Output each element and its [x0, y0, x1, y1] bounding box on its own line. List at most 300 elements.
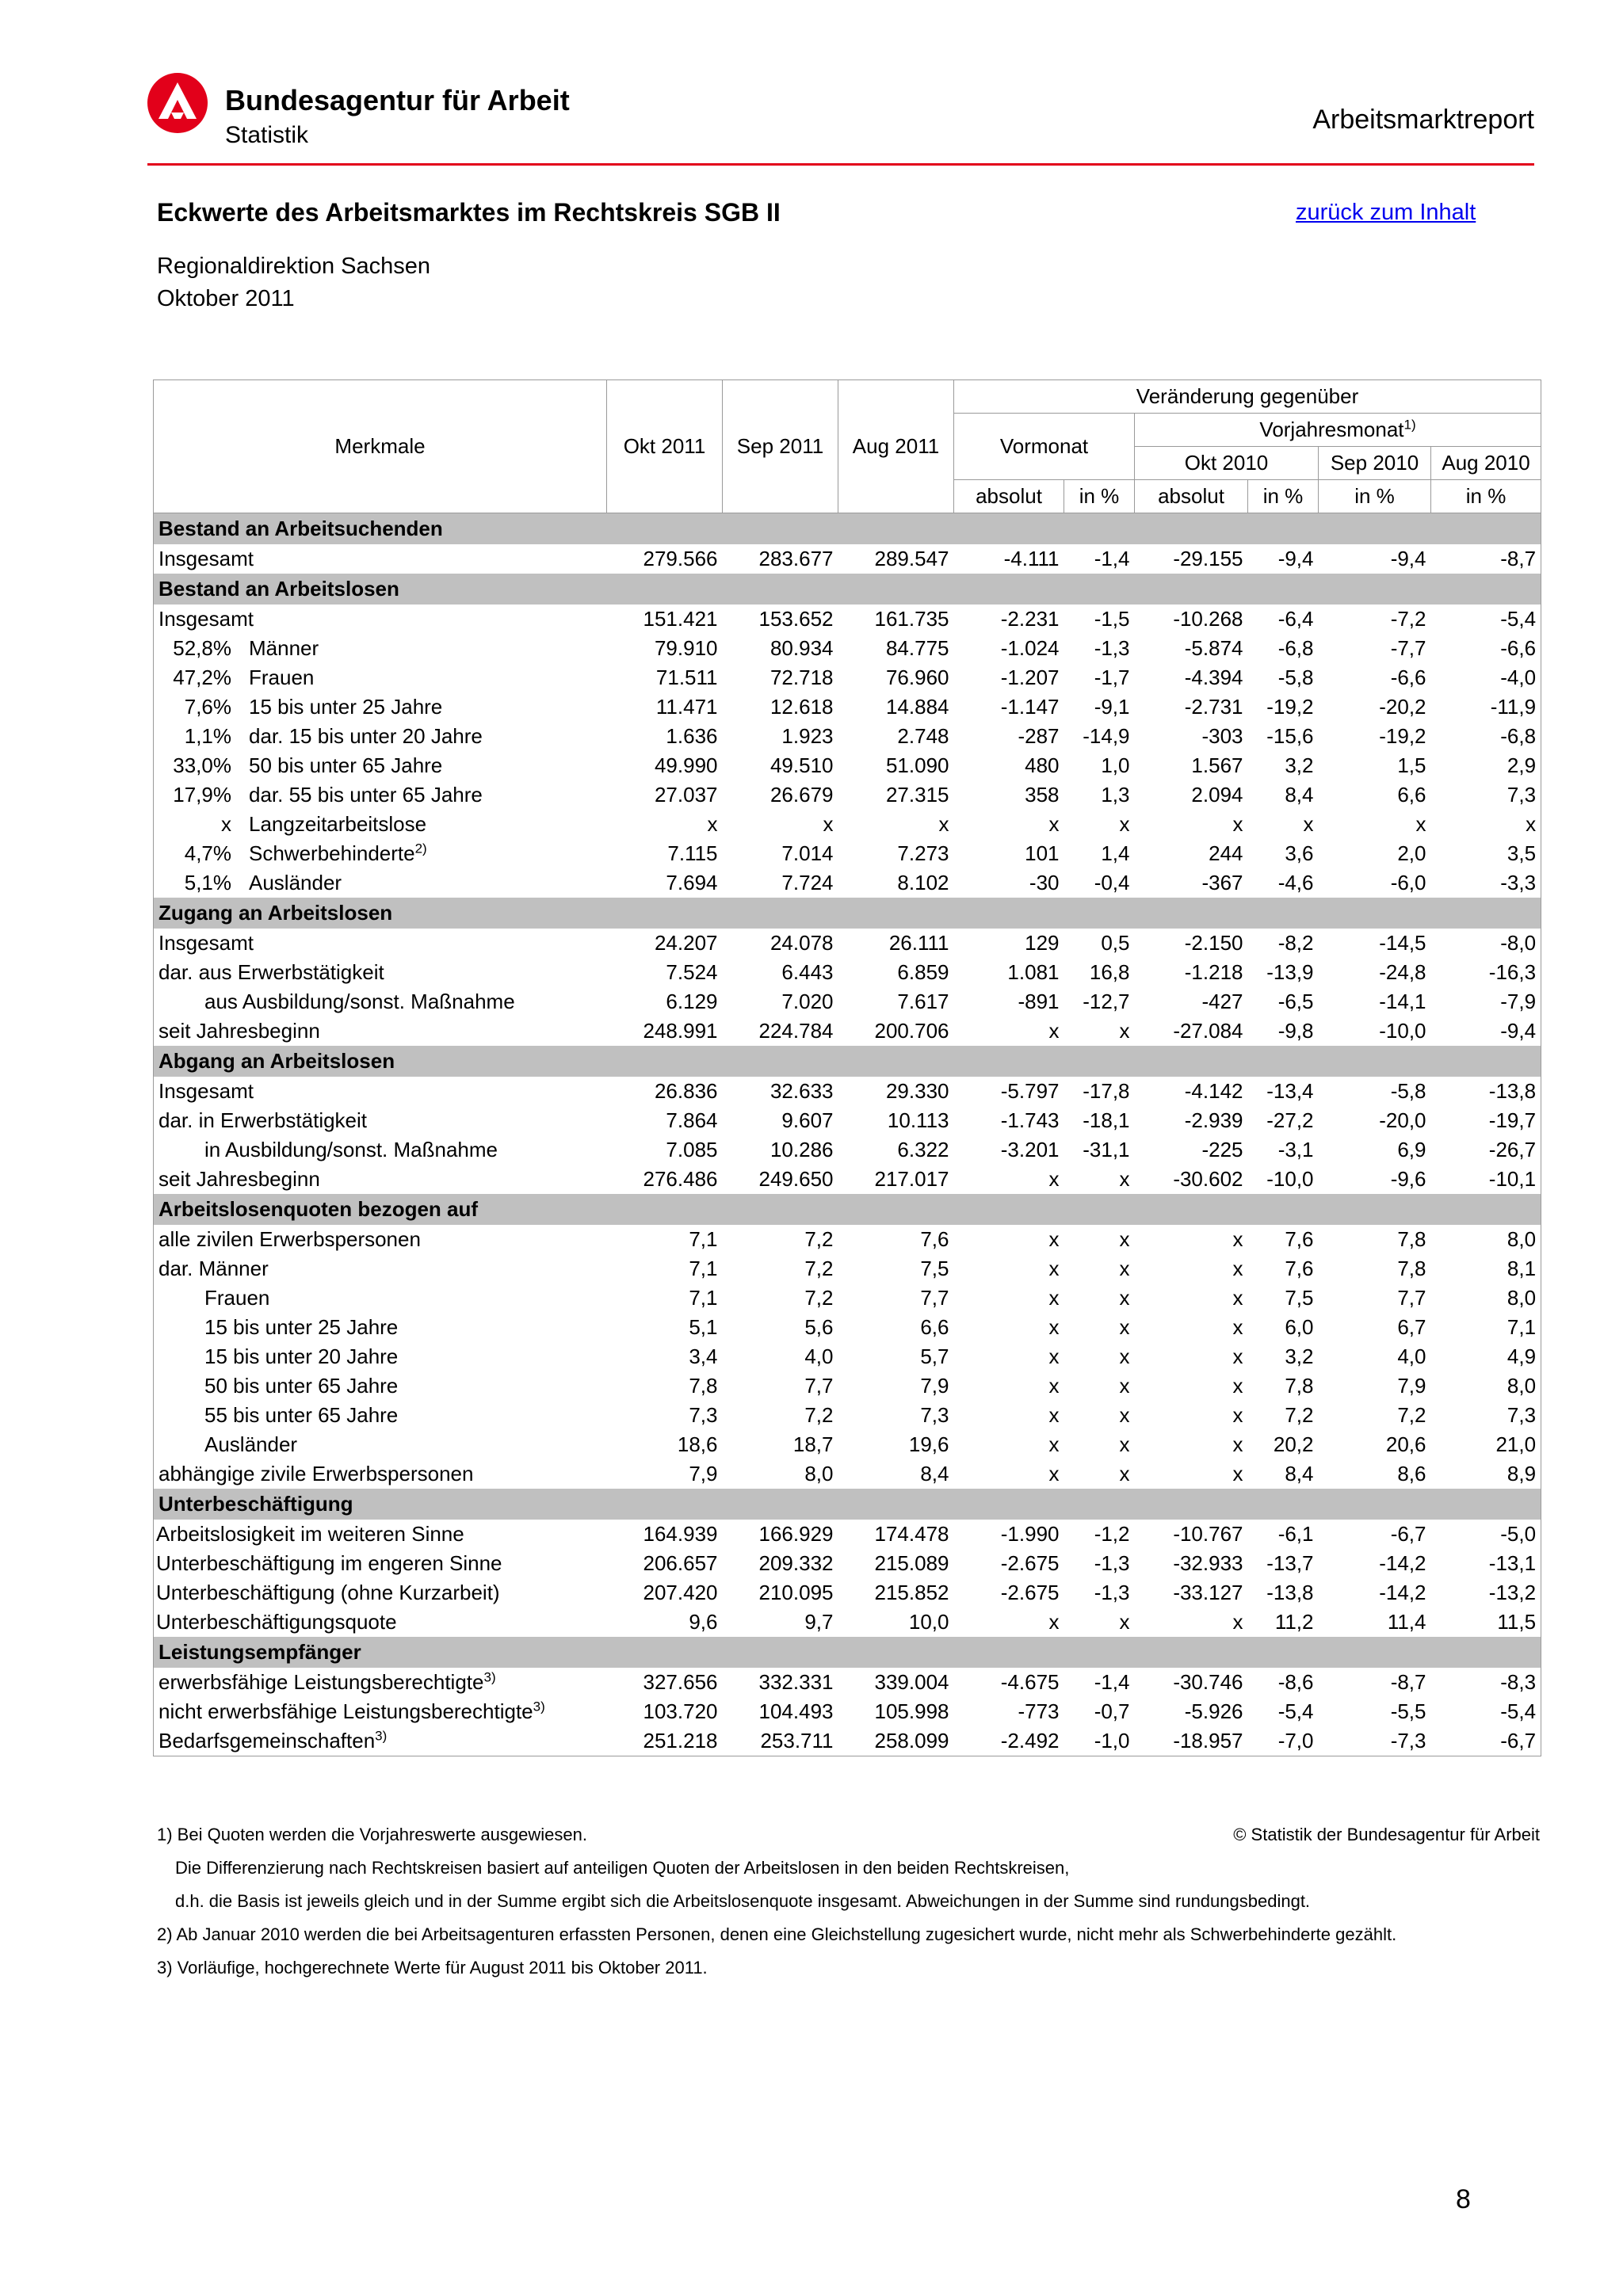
header-okt-2010: Okt 2010	[1135, 447, 1319, 480]
row-label: alle zivilen Erwerbspersonen	[158, 1227, 421, 1251]
row-label-cell	[154, 1549, 607, 1578]
value-cell: -4.142	[1184, 1079, 1243, 1103]
value-cell: 7.115	[667, 841, 718, 865]
value-cell: -427	[1201, 990, 1243, 1013]
value-cell: x	[1232, 1462, 1243, 1486]
value-cell: 276.486	[643, 1167, 718, 1191]
value-cell: -3.201	[1000, 1138, 1060, 1161]
value-cell: x	[1048, 1227, 1060, 1251]
row-label-cell	[154, 780, 607, 810]
table-row	[154, 1016, 1541, 1046]
value-cell: -3,3	[1431, 868, 1541, 898]
header-sep-2010: Sep 2010	[1319, 447, 1431, 480]
row-label: seit Jahresbeginn	[158, 1019, 320, 1043]
section-header-row	[154, 1194, 1541, 1225]
value-cell: 1.636	[666, 724, 718, 748]
value-cell: -6,0	[1390, 871, 1426, 894]
value-cell: -13,7	[1266, 1551, 1314, 1575]
value-cell: -11,9	[1431, 692, 1541, 722]
value-cell: 6,9	[1397, 1138, 1426, 1161]
value-cell: 14.884	[885, 695, 949, 719]
value-cell: 7,3	[920, 1403, 949, 1427]
table-row	[154, 544, 1541, 574]
value-cell: -225	[1201, 1138, 1243, 1161]
value-cell: -30.602	[1173, 1167, 1243, 1191]
table-row	[154, 1342, 1541, 1371]
value-cell: -15,6	[1266, 724, 1314, 748]
value-cell: -1,3	[1094, 636, 1130, 660]
value-cell: 249.650	[758, 1167, 834, 1191]
value-cell: -7,3	[1319, 1726, 1431, 1756]
row-label-cell	[154, 1254, 607, 1283]
value-cell: -303	[1201, 724, 1243, 748]
section-fill	[607, 1194, 1541, 1225]
value-cell: 26.836	[654, 1079, 718, 1103]
value-cell: 27.037	[654, 783, 718, 807]
row-label: dar. aus Erwerbstätigkeit	[158, 960, 384, 984]
value-cell: -13,8	[1266, 1581, 1314, 1604]
value-cell: x	[707, 812, 718, 836]
row-label-cell	[154, 1225, 607, 1254]
value-cell: -4,0	[1431, 663, 1541, 692]
share-percent: 5,1%	[184, 871, 231, 894]
value-cell: 7,2	[1397, 1403, 1426, 1427]
value-cell: 24.207	[654, 931, 718, 955]
section-header-row	[154, 513, 1541, 545]
value-cell: -27,2	[1266, 1108, 1314, 1132]
value-cell: -5.797	[1000, 1079, 1060, 1103]
value-cell: x	[1119, 1610, 1130, 1634]
footnote-2: 2) Ab Januar 2010 werden die bei Arbeitsagenturen erfassten Personen, denen eine Gleichstellung zugesichert wurde, nicht mehr als Schwerbehinderte gezählt.	[157, 1924, 1397, 1944]
value-cell: 200.706	[874, 1019, 949, 1043]
value-cell: -5.874	[1184, 636, 1243, 660]
value-cell: 51.090	[885, 753, 949, 777]
row-label-cell	[154, 663, 607, 692]
value-cell: x	[1232, 1315, 1243, 1339]
row-label: Unterbeschäftigung im engeren Sinne	[156, 1551, 502, 1575]
row-label: abhängige zivile Erwerbspersonen	[158, 1462, 474, 1486]
value-cell: -1,5	[1094, 607, 1130, 631]
row-label: seit Jahresbeginn	[158, 1167, 320, 1191]
table-row	[154, 810, 1541, 839]
value-cell: 7,5	[1285, 1286, 1314, 1310]
value-cell: x	[1048, 1374, 1060, 1398]
value-cell: -29.155	[1173, 547, 1243, 570]
value-cell: 72.718	[769, 666, 834, 689]
row-label: Frauen	[204, 1286, 270, 1310]
value-cell: 32.633	[769, 1079, 834, 1103]
value-cell: 1,3	[1101, 783, 1130, 807]
row-label-cell	[154, 810, 607, 839]
value-cell: -19,2	[1379, 724, 1426, 748]
section-fill	[607, 898, 1541, 929]
value-cell: x	[1048, 1462, 1060, 1486]
table-row	[154, 987, 1541, 1016]
row-label: Ausländer	[249, 871, 342, 894]
value-cell: -6,7	[1390, 1522, 1426, 1546]
value-cell: 8,9	[1431, 1459, 1541, 1489]
value-cell: 166.929	[758, 1522, 834, 1546]
header-in-pct: in %	[1064, 480, 1135, 513]
table-row	[154, 1135, 1541, 1165]
row-label: Langzeitarbeitslose	[249, 812, 427, 836]
value-cell: 104.493	[758, 1699, 834, 1723]
value-cell: x	[1232, 1610, 1243, 1634]
value-cell: 8,0	[804, 1462, 834, 1486]
footnote-ref: 3)	[533, 1699, 545, 1714]
table-row	[154, 1283, 1541, 1313]
table-row	[154, 958, 1541, 987]
value-cell: -5,4	[1277, 1699, 1314, 1723]
row-label-cell	[154, 1077, 607, 1106]
value-cell: 10.286	[769, 1138, 834, 1161]
value-cell: 5,6	[804, 1315, 834, 1339]
row-label-cell	[154, 1342, 607, 1371]
row-label-cell	[154, 1697, 607, 1726]
row-label: 50 bis unter 65 Jahre	[249, 753, 443, 777]
value-cell: -9,6	[1390, 1167, 1426, 1191]
value-cell: 327.656	[643, 1670, 718, 1694]
row-label: erwerbsfähige Leistungsberechtigte	[158, 1670, 484, 1694]
value-cell: 10,0	[908, 1610, 949, 1634]
value-cell: x	[1232, 812, 1243, 836]
header-aug-2010: Aug 2010	[1431, 447, 1541, 480]
ba-logo-icon	[147, 73, 208, 133]
value-cell: 332.331	[758, 1670, 834, 1694]
value-cell: 164.939	[643, 1522, 718, 1546]
table-row	[154, 1608, 1541, 1637]
value-cell: -773	[1018, 1699, 1060, 1723]
value-cell: 7,8	[1285, 1374, 1314, 1398]
value-cell: -31,1	[1083, 1138, 1130, 1161]
value-cell: 84.775	[885, 636, 949, 660]
value-cell: 7,1	[689, 1257, 718, 1280]
value-cell: 279.566	[643, 547, 718, 570]
value-cell: 8,6	[1397, 1462, 1426, 1486]
section-title: Bestand an Arbeitslosen	[154, 574, 607, 605]
footnote-ref: 1)	[1403, 417, 1416, 433]
value-cell: 4,0	[804, 1344, 834, 1368]
row-label-cell	[154, 751, 607, 780]
value-cell: 1.081	[1007, 960, 1060, 984]
value-cell: x	[1119, 1257, 1130, 1280]
table-row	[154, 1459, 1541, 1489]
value-cell: -1,3	[1094, 1551, 1130, 1575]
row-label-cell	[154, 1371, 607, 1401]
value-cell: -20,2	[1379, 695, 1426, 719]
value-cell: -10,1	[1431, 1165, 1541, 1194]
copyright: © Statistik der Bundesagentur für Arbeit	[1233, 1825, 1540, 1844]
value-cell: -2.675	[1000, 1551, 1060, 1575]
section-fill	[607, 513, 1541, 545]
value-cell: 7,3	[1431, 780, 1541, 810]
header-veraenderung: Veränderung gegenüber	[954, 380, 1541, 414]
row-label: dar. in Erwerbstätigkeit	[158, 1108, 368, 1132]
footnote-3: 3) Vorläufige, hochgerechnete Werte für August 2011 bis Oktober 2011.	[157, 1958, 708, 1978]
value-cell: -7,9	[1431, 987, 1541, 1016]
value-cell: -10.767	[1173, 1522, 1243, 1546]
value-cell: 129	[1025, 931, 1060, 955]
value-cell: 8,0	[1431, 1283, 1541, 1313]
value-cell: -14,2	[1379, 1551, 1426, 1575]
value-cell: x	[1048, 812, 1060, 836]
row-label: Ausländer	[204, 1432, 298, 1456]
value-cell: 5,1	[689, 1315, 718, 1339]
value-cell: 480	[1025, 753, 1060, 777]
value-cell: x	[1119, 1374, 1130, 1398]
value-cell: 3,5	[1431, 839, 1541, 868]
row-label: Arbeitslosigkeit im weiteren Sinne	[156, 1522, 464, 1546]
value-cell: 7,8	[1397, 1257, 1426, 1280]
value-cell: 217.017	[874, 1167, 949, 1191]
row-label: aus Ausbildung/sonst. Maßnahme	[204, 990, 515, 1013]
value-cell: 1.923	[781, 724, 834, 748]
value-cell: x	[1048, 1286, 1060, 1310]
footnote-ref: 3)	[483, 1669, 496, 1685]
value-cell: -1,2	[1094, 1522, 1130, 1546]
value-cell: 49.990	[654, 753, 718, 777]
value-cell: -19,7	[1431, 1106, 1541, 1135]
value-cell: -5,0	[1431, 1520, 1541, 1549]
value-cell: -10,0	[1266, 1167, 1314, 1191]
value-cell: 29.330	[885, 1079, 949, 1103]
value-cell: 8,0	[1431, 1371, 1541, 1401]
value-cell: 18,7	[792, 1432, 834, 1456]
row-label: 15 bis unter 20 Jahre	[204, 1344, 399, 1368]
value-cell: -8,7	[1390, 1670, 1426, 1694]
value-cell: 101	[1025, 841, 1060, 865]
value-cell: 7.014	[781, 841, 834, 865]
value-cell: 7,2	[804, 1257, 834, 1280]
report-name: Arbeitsmarktreport	[1312, 105, 1534, 135]
value-cell: -1.990	[1000, 1522, 1060, 1546]
value-cell: 2.094	[1191, 783, 1243, 807]
share-percent: 7,6%	[184, 695, 231, 719]
header-vorjahresmonat-text: Vorjahresmonat	[1259, 418, 1404, 441]
value-cell: 244	[1209, 841, 1243, 865]
value-cell: -5,4	[1431, 1697, 1541, 1726]
value-cell: -14,2	[1379, 1581, 1426, 1604]
value-cell: 6,0	[1285, 1315, 1314, 1339]
value-cell: 283.677	[758, 547, 834, 570]
value-cell: -8,7	[1431, 544, 1541, 574]
footnote-1: 1) Bei Quoten werden die Vorjahreswerte ausgewiesen.	[157, 1825, 587, 1844]
page-number: 8	[1456, 2184, 1471, 2214]
region-label: Regionaldirektion Sachsen	[157, 254, 430, 279]
value-cell: 253.711	[723, 1726, 838, 1756]
value-cell: 3,4	[689, 1344, 718, 1368]
value-cell: 6.129	[666, 990, 718, 1013]
value-cell: -17,8	[1083, 1079, 1130, 1103]
value-cell: 206.657	[643, 1551, 718, 1575]
section-fill	[607, 574, 1541, 605]
row-label: Männer	[249, 636, 319, 660]
table-row	[154, 1313, 1541, 1342]
value-cell: x	[823, 812, 834, 836]
table-row	[154, 1165, 1541, 1194]
value-cell: 103.720	[643, 1699, 718, 1723]
value-cell: -6,6	[1431, 634, 1541, 663]
value-cell: -6,6	[1390, 666, 1426, 689]
row-label: Schwerbehinderte	[249, 841, 415, 865]
value-cell: 7.020	[781, 990, 834, 1013]
value-cell: 79.910	[654, 636, 718, 660]
row-label: 55 bis unter 65 Jahre	[204, 1403, 399, 1427]
value-cell: -1.207	[1000, 666, 1060, 689]
value-cell: x	[1119, 1019, 1130, 1043]
value-cell: x	[1303, 812, 1314, 836]
value-cell: -9,8	[1277, 1019, 1314, 1043]
value-cell: -8,0	[1431, 929, 1541, 958]
org-subtitle: Statistik	[225, 122, 309, 148]
table-row	[154, 751, 1541, 780]
footnote-1-detail: Die Differenzierung nach Rechtskreisen basiert auf anteiligen Quoten der Arbeitslosen in den beiden Rechtskreisen,	[175, 1858, 1070, 1878]
value-cell: 258.099	[838, 1726, 954, 1756]
value-cell: -0,7	[1094, 1699, 1130, 1723]
header-aug-2011: Aug 2011	[838, 380, 954, 513]
value-cell: -6,4	[1277, 607, 1314, 631]
value-cell: 2,0	[1397, 841, 1426, 865]
value-cell: 153.652	[758, 607, 834, 631]
value-cell: 339.004	[874, 1670, 949, 1694]
value-cell: 20,2	[1273, 1432, 1314, 1456]
value-cell: -1,4	[1094, 1670, 1130, 1694]
footnote-1-detail: d.h. die Basis ist jeweils gleich und in der Summe ergibt sich die Arbeitslosenquote insgesamt. Abweichungen in der Summe sind rundungsbedingt.	[175, 1891, 1311, 1911]
row-label: 50 bis unter 65 Jahre	[204, 1374, 399, 1398]
row-label-cell	[154, 868, 607, 898]
value-cell: x	[1119, 1432, 1130, 1456]
value-cell: x	[1119, 1227, 1130, 1251]
value-cell: -13,4	[1266, 1079, 1314, 1103]
table-row	[154, 1520, 1541, 1549]
value-cell: x	[1119, 1344, 1130, 1368]
table-row	[154, 929, 1541, 958]
table-row	[154, 605, 1541, 634]
row-label: in Ausbildung/sonst. Maßnahme	[204, 1138, 498, 1161]
value-cell: 6.859	[897, 960, 949, 984]
share-percent: 4,7%	[184, 841, 231, 865]
row-label: Insgesamt	[158, 1079, 254, 1103]
value-cell: x	[1232, 1344, 1243, 1368]
value-cell: -0,4	[1094, 871, 1130, 894]
row-label-cell	[154, 1668, 607, 1697]
value-cell: x	[1232, 1432, 1243, 1456]
value-cell: 76.960	[885, 666, 949, 689]
row-label-cell	[154, 1520, 607, 1549]
value-cell: -1,3	[1094, 1581, 1130, 1604]
header-absolut: absolut	[954, 480, 1064, 513]
value-cell: 174.478	[874, 1522, 949, 1546]
value-cell: -6,5	[1277, 990, 1314, 1013]
row-label-cell	[154, 839, 607, 868]
value-cell: 7,2	[804, 1286, 834, 1310]
value-cell: 7,2	[1285, 1403, 1314, 1427]
value-cell: x	[1232, 1374, 1243, 1398]
value-cell: x	[1048, 1432, 1060, 1456]
value-cell: 9,6	[689, 1610, 718, 1634]
value-cell: -33.127	[1173, 1581, 1243, 1604]
table-row	[154, 692, 1541, 722]
footnote-ref: 3)	[375, 1728, 388, 1744]
row-label-cell	[154, 1459, 607, 1489]
value-cell: x	[1048, 1344, 1060, 1368]
table-row	[154, 1578, 1541, 1608]
table-row	[154, 722, 1541, 751]
row-label: Frauen	[249, 666, 315, 689]
value-cell: 210.095	[758, 1581, 834, 1604]
value-cell: x	[1119, 1286, 1130, 1310]
value-cell: -24,8	[1379, 960, 1426, 984]
row-label: Insgesamt	[158, 931, 254, 955]
share-percent: 33,0%	[173, 753, 231, 777]
value-cell: -4.675	[1000, 1670, 1060, 1694]
value-cell: 7,2	[804, 1403, 834, 1427]
value-cell: 9.607	[781, 1108, 834, 1132]
value-cell: x	[1232, 1227, 1243, 1251]
value-cell: 21,0	[1431, 1430, 1541, 1459]
value-cell: -1,4	[1094, 547, 1130, 570]
value-cell: 7,5	[920, 1257, 949, 1280]
row-label: nicht erwerbsfähige Leistungsberechtigte	[158, 1699, 533, 1723]
value-cell: -1.218	[1184, 960, 1243, 984]
value-cell: -6,8	[1431, 722, 1541, 751]
table-row	[154, 1697, 1541, 1726]
value-cell: -5.926	[1184, 1699, 1243, 1723]
value-cell: 3,2	[1285, 753, 1314, 777]
value-cell: -2.675	[1000, 1581, 1060, 1604]
footnote-ref: 2)	[414, 841, 427, 856]
value-cell: 7,3	[1431, 1401, 1541, 1430]
value-cell: -16,3	[1431, 958, 1541, 987]
row-label-cell	[154, 605, 607, 634]
value-cell: 7,1	[1431, 1313, 1541, 1342]
value-cell: -2.939	[1184, 1108, 1243, 1132]
table-row	[154, 1077, 1541, 1106]
table-row	[154, 634, 1541, 663]
row-label-cell	[154, 1726, 607, 1756]
value-cell: 3,6	[1285, 841, 1314, 865]
section-fill	[607, 1637, 1541, 1668]
row-label: dar. 55 bis unter 65 Jahre	[249, 783, 483, 807]
value-cell: -32.933	[1173, 1551, 1243, 1575]
value-cell: -14,1	[1379, 990, 1426, 1013]
value-cell: -6,8	[1277, 636, 1314, 660]
header-absolut: absolut	[1135, 480, 1248, 513]
value-cell: -9,4	[1431, 1016, 1541, 1046]
value-cell: 8.102	[897, 871, 949, 894]
row-label-cell	[154, 722, 607, 751]
section-header-row	[154, 574, 1541, 605]
value-cell: -891	[1018, 990, 1060, 1013]
value-cell: 7,1	[689, 1286, 718, 1310]
value-cell: -12,7	[1083, 990, 1130, 1013]
header-okt-2011: Okt 2011	[607, 380, 723, 513]
value-cell: -5,4	[1431, 605, 1541, 634]
value-cell: -9,4	[1390, 547, 1426, 570]
row-label: Insgesamt	[158, 547, 254, 570]
back-to-contents-link[interactable]: zurück zum Inhalt	[1296, 200, 1476, 225]
value-cell: x	[1119, 812, 1130, 836]
value-cell: 209.332	[758, 1551, 834, 1575]
value-cell: 151.421	[643, 607, 718, 631]
value-cell: -5,8	[1390, 1079, 1426, 1103]
value-cell: -13,8	[1431, 1077, 1541, 1106]
section-fill	[607, 1046, 1541, 1077]
value-cell: 10.113	[887, 1108, 949, 1132]
value-cell: -1,7	[1094, 666, 1130, 689]
value-cell: -8,2	[1277, 931, 1314, 955]
section-header-row	[154, 1046, 1541, 1077]
